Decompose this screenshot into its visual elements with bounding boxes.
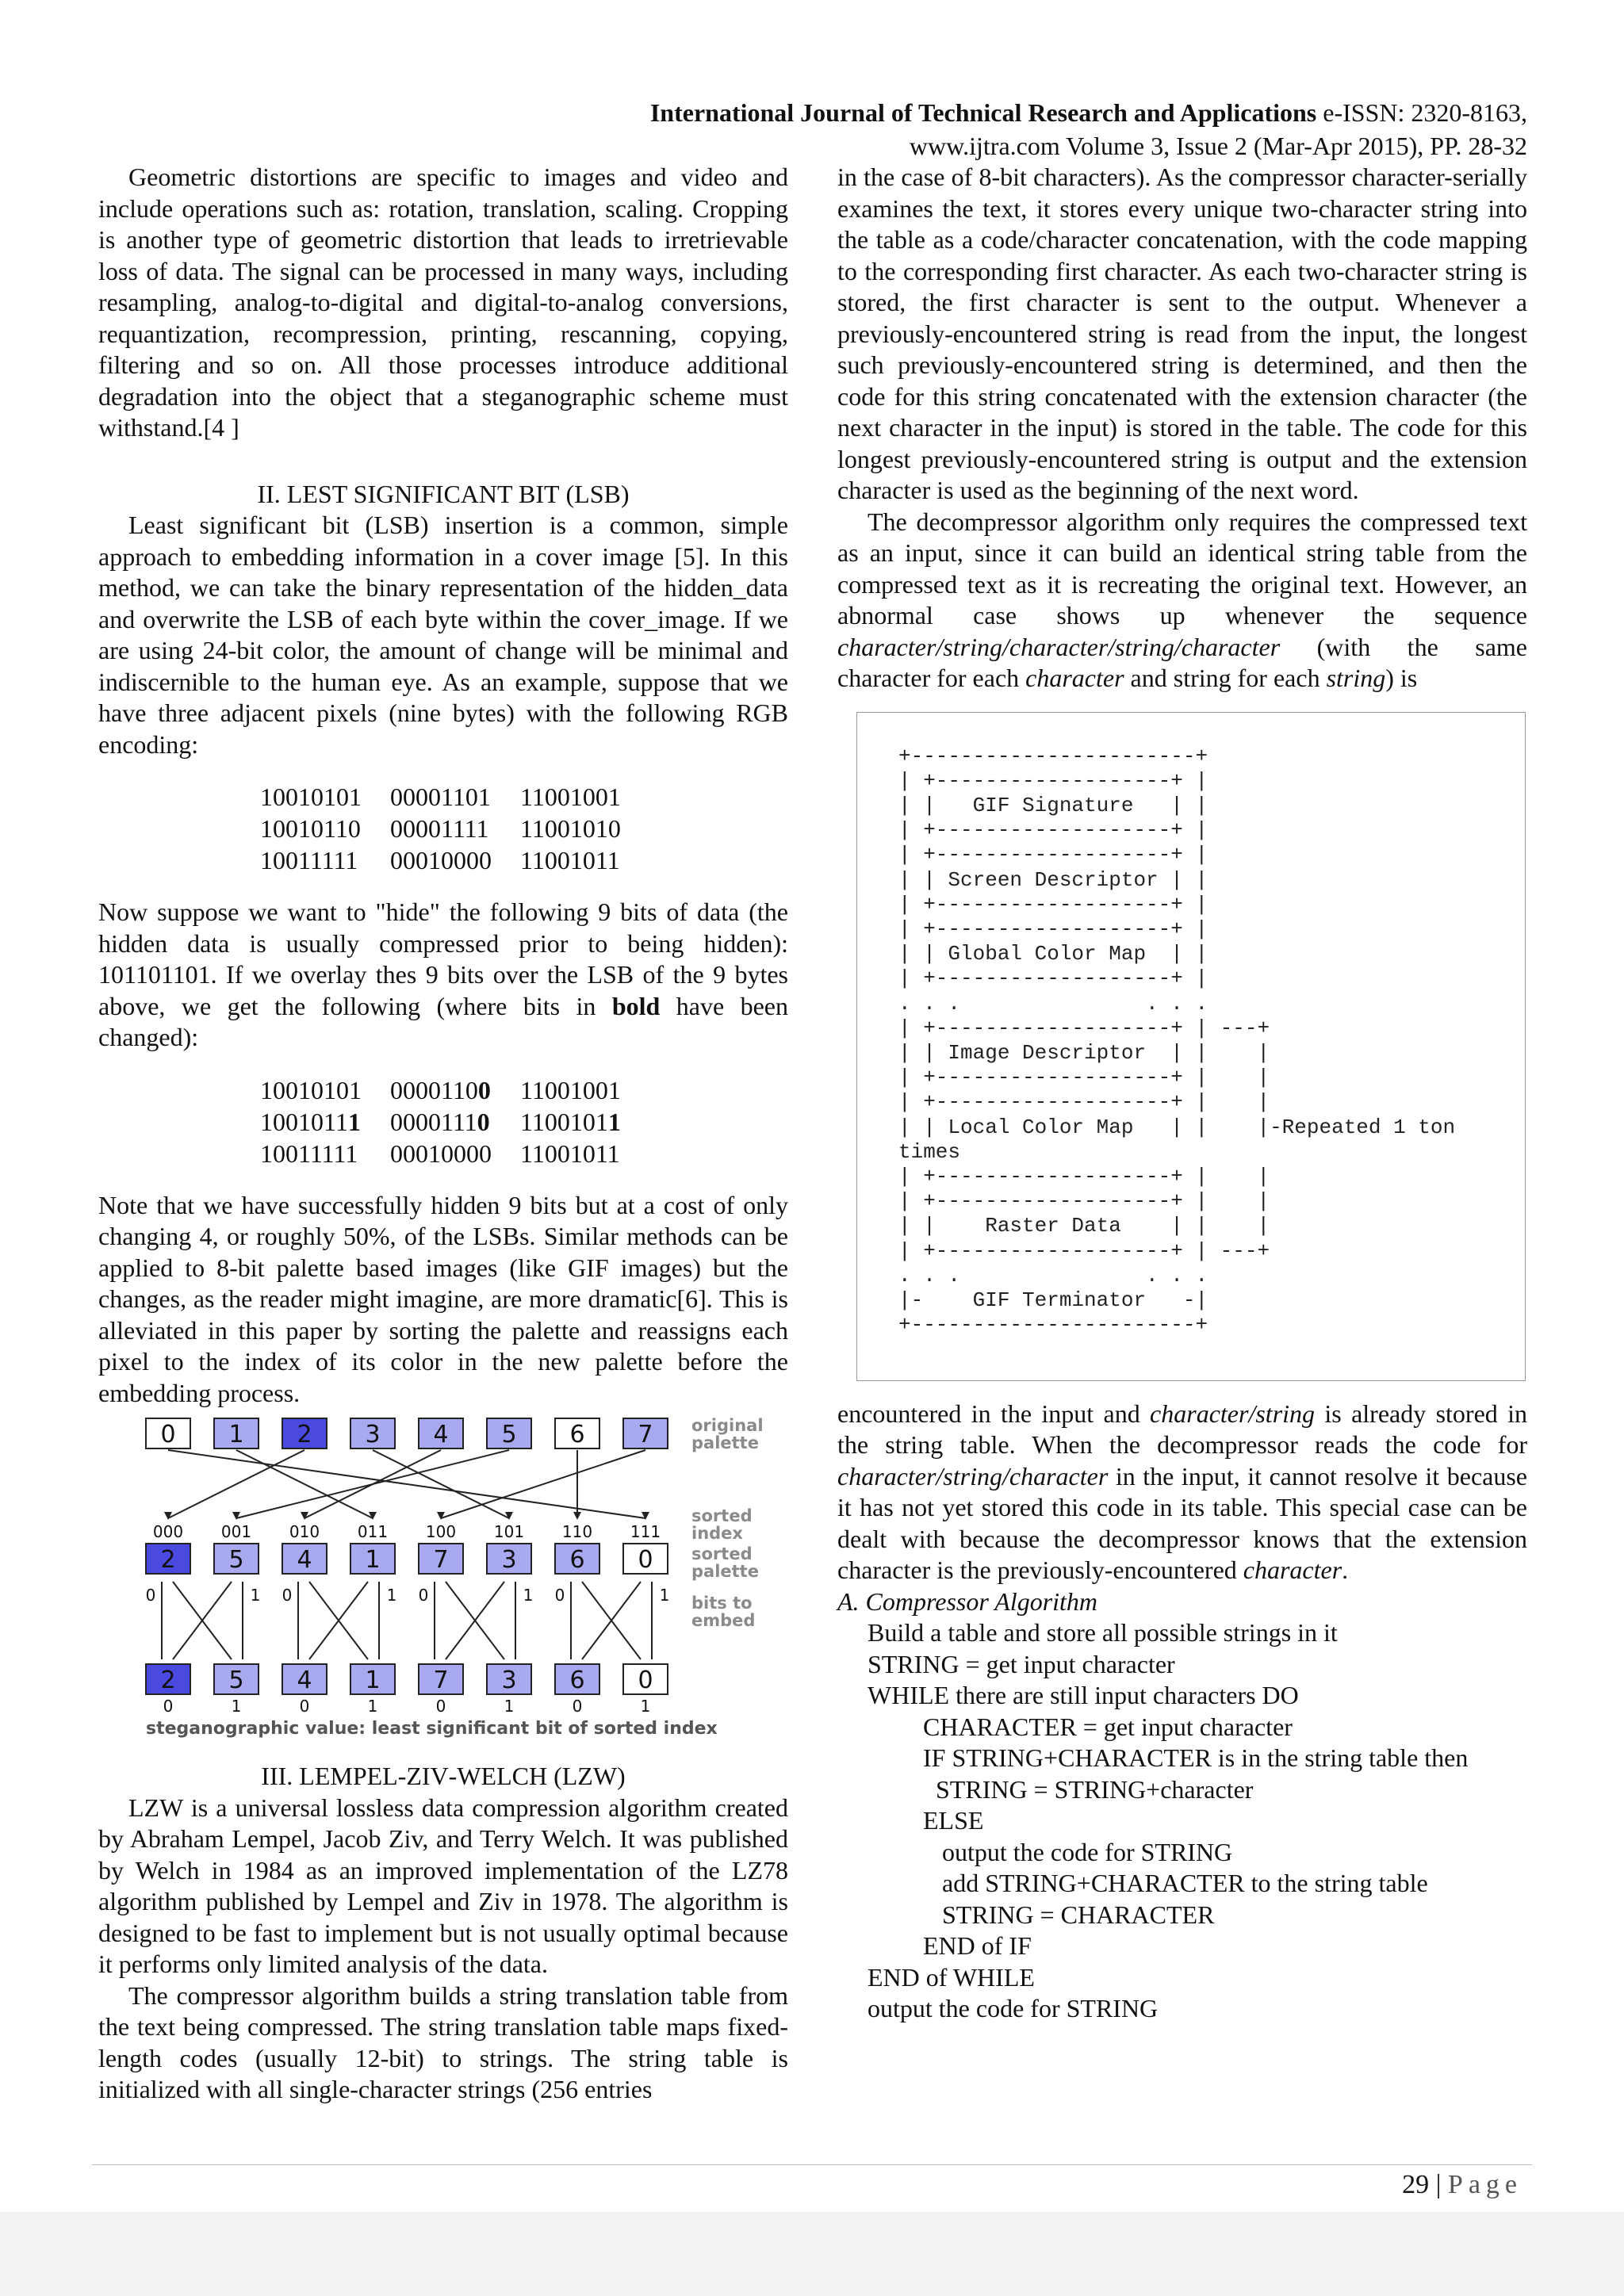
journal-issn: e-ISSN: 2320-8163,	[1323, 98, 1527, 127]
mapping-arrowhead	[573, 1512, 581, 1520]
text-run: is already stored in the string table. When the decompressor reads the code for	[837, 1399, 1527, 1459]
hide-text-b: have been changed):	[98, 991, 789, 1051]
sorted-palette-value: 6	[569, 1546, 585, 1574]
label-index: index	[691, 1524, 743, 1543]
page-word: Page	[1447, 2170, 1522, 2199]
page-footer	[1402, 2169, 1522, 2201]
embed-bit-label: 1	[523, 1586, 534, 1605]
algo-line: Build a table and store all possible strings in it	[868, 1618, 1338, 1647]
steg-bit-label: 1	[367, 1697, 378, 1716]
sec-title-part: EST SIGNIFICANT BIT	[302, 479, 560, 508]
text-run: .	[1342, 1556, 1349, 1584]
sorted-index-label: 100	[425, 1522, 457, 1541]
bit-changed: 1	[607, 1107, 621, 1136]
hide-text-a: Now suppose we want to "hide" the following 9 bits of data (the hidden data is usually compressed prior to being hidden): 101101101. If we overlay thes 9 bits over the LSB of the 9 bytes above, we get the following (where bits in	[98, 897, 788, 1020]
italic-run: character/string/character/string/character	[837, 632, 1281, 661]
bottom-margin	[0, 2212, 1624, 2296]
bit-cell: 00010000	[390, 1138, 492, 1168]
footer-rule	[92, 2164, 1532, 2165]
bits-table-modified	[260, 1074, 788, 1169]
mapping-arrowhead	[437, 1512, 445, 1520]
paragraph-lzw-intro: LZW is a universal lossless data compression algorithm created by Abraham Lempel, Jacob Ziv, and Terry Welch. It was published by Welch in 1984 as an improved implementation of the LZ78 algorithm published by Lempel and Ziv in 1978. The algorithm is designed to be fast to implement but is not usually optimal because it performs only limited analysis of the data.	[98, 1793, 788, 1978]
embed-bit-label: 0	[554, 1586, 565, 1605]
bit-cell	[390, 1106, 520, 1138]
mapping-arrowhead	[232, 1512, 240, 1520]
algo-line: CHARACTER = get input character	[923, 1712, 1293, 1741]
sorted-palette-value: 1	[365, 1546, 381, 1574]
steg-bit-label: 1	[640, 1697, 651, 1716]
label-palette: palette	[691, 1433, 759, 1452]
sorted-index-label: 110	[561, 1522, 593, 1541]
sorted-palette-value: 2	[160, 1546, 176, 1574]
gif-structure-ascii: +-----------------------+ | +-------------------+ | | | GIF Signature | | | +-------------------+ | | +-------------------+ | | | Screen Descriptor | | | +-------------------+ | | +-------------------+ | | | Global Color Map | | | +-------------------+ | . . . . . . | +-------------------+ | ---+ | | Image Descriptor | | | | +-------------------+ | | | +-------------------+ | | | | Local Color Map | | |-Repeated 1 ton times | +-------------------+ | | | +-------------------+ | | | | Raster Data | | | | +-------------------+ | ---+ . . . . . . |- GIF Terminator -| +-----------------------+	[898, 744, 1456, 1337]
italic-run: string	[1326, 664, 1386, 692]
paragraph-encountered	[837, 1399, 1527, 1586]
italic-run: character/string/character	[837, 1461, 1109, 1490]
paragraph-distortions: Geometric distortions are specific to images and video and include operations such as: rotation, translation, scaling. Cropping is another type of geometric distortion that leads to irretrievable loss of data. The signal can be processed in many ways, including resampling, analog-to-digital and digital-to-analog conversions, requantization, recompression, printing, rescanning, copying, filtering and so on. All those processes introduce additional degradation into the object that a steganographic scheme must withstand.[4 ]	[98, 163, 788, 442]
subsection-title: A. Compressor Algorithm	[837, 1586, 1098, 1616]
mapping-arrow	[441, 1450, 645, 1518]
algo-line: STRING = get input character	[868, 1649, 1175, 1678]
paragraph-note: Note that we have successfully hidden 9 bits but at a cost of only changing 4, or roughly 50%, of the LSBs. Similar methods can be applied to 8-bit palette based images (like GIF images) but the changes, as the reader might imagine, are more dramatic[6]. This is alleviated in this paper by sorting the palette and reassigns each pixel to the index of its color in the new palette before the embedding process.	[98, 1190, 788, 1407]
sec-title-part: -W	[448, 1762, 481, 1790]
bit-cell: 10010101	[260, 1075, 362, 1104]
embed-bit-label: 0	[418, 1586, 429, 1605]
left-column	[98, 162, 788, 2106]
algo-line: END of WHILE	[868, 1962, 1035, 1992]
steg-bit-label: 0	[572, 1697, 583, 1716]
embed-bit-label: 1	[250, 1586, 261, 1605]
original-palette-value: 1	[228, 1421, 244, 1448]
text-run: ) is	[1385, 664, 1418, 692]
text-run: encountered in the input and	[837, 1399, 1151, 1428]
journal-header	[650, 97, 1527, 128]
journal-title: International Journal of Technical Research and Applications	[649, 98, 1317, 127]
section-heading-lzw	[98, 1761, 788, 1793]
bit-cell: 00010000	[390, 846, 492, 874]
paragraph-lzw-compressor: The compressor algorithm builds a string translation table from the text being compressed. The string translation table maps fixed-length codes (usually 12-bit) to strings. The string table is initialized with all single-character strings (256 entries	[98, 1980, 788, 2103]
bit-changed: 0	[477, 1075, 491, 1104]
sorted-palette-value: 0	[638, 1546, 653, 1574]
italic-run: character	[1025, 664, 1124, 692]
steg-bit-label: 0	[435, 1697, 446, 1716]
text-run: in the input, it cannot resolve it because it has not yet stored this code in its table. This special case can be dealt with because the decompressor knows that the extension character is the previously-encountered	[837, 1461, 1527, 1584]
sec-num: II. L	[257, 479, 303, 508]
bit-cell: 10011111	[260, 1138, 358, 1168]
result-palette-value: 5	[228, 1667, 244, 1694]
mapping-arrowhead	[369, 1512, 377, 1520]
embed-bit-label: 1	[659, 1586, 670, 1605]
result-palette-value: 4	[297, 1667, 312, 1694]
mapping-arrow	[168, 1450, 645, 1518]
sorted-palette-value: 7	[433, 1546, 449, 1574]
bit-cell	[260, 1106, 390, 1138]
right-column	[837, 162, 1527, 2025]
sorted-index-label: 001	[220, 1522, 252, 1541]
steg-bit-label: 1	[504, 1697, 515, 1716]
sorted-index-label: 000	[152, 1522, 184, 1541]
embed-bit-label: 0	[282, 1586, 293, 1605]
result-palette-value: 1	[365, 1667, 381, 1694]
steg-bit-label: 0	[163, 1697, 174, 1716]
algo-line: IF STRING+CHARACTER is in the string table then	[923, 1743, 1469, 1772]
bit-changed: 0	[477, 1107, 490, 1136]
sorted-index-label: 111	[630, 1522, 661, 1541]
algo-line: WHILE there are still input characters DO	[868, 1681, 1299, 1709]
steg-bit-label: 0	[299, 1697, 310, 1716]
bit-cell: 00001111	[390, 814, 489, 843]
algo-line: add STRING+CHARACTER to the string table	[942, 1869, 1428, 1897]
mapping-arrowhead	[505, 1512, 513, 1520]
sorted-palette-value: 5	[228, 1546, 244, 1574]
algo-line: output the code for STRING	[942, 1837, 1233, 1866]
original-palette-value: 5	[501, 1421, 517, 1448]
sorted-palette-value: 4	[297, 1546, 312, 1574]
original-palette-value: 6	[569, 1421, 585, 1448]
bit-part: 0000111	[390, 1107, 477, 1136]
bit-cell: 10011111	[260, 846, 358, 874]
footer-separator: |	[1429, 2170, 1448, 2199]
bit-cell: 10010101	[260, 783, 362, 811]
algo-line: END of IF	[923, 1931, 1032, 1960]
label-embed: embed	[691, 1611, 756, 1630]
palette-sorting-figure	[136, 1414, 787, 1747]
sorted-index-label: 101	[493, 1522, 525, 1541]
page-number: 29	[1402, 2170, 1430, 2199]
original-palette-value: 3	[365, 1421, 381, 1448]
section-heading-lsb	[98, 479, 788, 511]
sec-abbr: LSB	[574, 479, 621, 508]
bit-cell: 11001011	[520, 1138, 620, 1168]
bit-part: 1001011	[260, 1107, 348, 1136]
original-palette-value: 7	[638, 1421, 653, 1448]
paragraph-decompressor	[837, 507, 1527, 695]
bit-cell: 11001010	[520, 814, 621, 843]
sorted-index-label: 010	[289, 1522, 320, 1541]
result-palette-value: 6	[569, 1667, 585, 1694]
paragraph-hide	[98, 897, 788, 1054]
sorted-index-label: 011	[357, 1522, 389, 1541]
label-palette: palette	[691, 1562, 759, 1581]
bit-part: 1100101	[520, 1107, 608, 1136]
sorted-palette-value: 3	[501, 1546, 517, 1574]
bit-cell: 10010110	[260, 814, 361, 843]
sec-num: III. L	[261, 1762, 315, 1790]
result-palette-value: 2	[160, 1667, 176, 1694]
compressor-algorithm	[837, 1617, 1527, 2025]
original-palette-value: 4	[433, 1421, 449, 1448]
label-sorted: sorted	[691, 1544, 753, 1563]
hide-bold-word: bold	[611, 991, 661, 1020]
result-palette-value: 3	[501, 1667, 517, 1694]
algo-line: STRING = STRING+character	[936, 1774, 1254, 1804]
bit-cell	[390, 1074, 520, 1106]
text-run: (with the same character for each	[837, 632, 1527, 692]
bit-cell	[520, 1108, 621, 1136]
mapping-arrow	[236, 1450, 509, 1518]
sec-title-part: ELCH	[481, 1762, 548, 1790]
embed-bit-label: 0	[145, 1586, 156, 1605]
sec-paren: (	[559, 479, 575, 508]
original-palette-value: 0	[160, 1421, 176, 1448]
original-palette-value: 2	[297, 1421, 312, 1448]
italic-run: character	[1243, 1556, 1342, 1584]
label-sorted: sorted	[691, 1506, 753, 1525]
bit-cell: 11001001	[520, 783, 621, 811]
bits-table-original	[260, 781, 788, 876]
text-run: and string for each	[1124, 664, 1327, 692]
bit-cell: 11001001	[520, 1075, 621, 1104]
gif-structure-figure	[856, 712, 1526, 1381]
journal-issue-line: www.ijtra.com Volume 3, Issue 2 (Mar-Apr 2015), PP. 28-32	[909, 132, 1527, 160]
paragraph-continued: in the case of 8-bit characters). As the compressor character-serially examines the text, it stores every unique two-character string into the table as a code/character concatenation, with the code mapping to the corresponding first character. As each two-character string is stored, the first character is sent to the output. Whenever a previously-encountered string is read from the input, the longest such previously-encountered string is determined, and then the code for this string concatenated with the extension character (the next character in the input) is stored in the table. The code for this longest previously-encountered string is output and the extension character is used as the beginning of the next word.	[837, 163, 1527, 504]
bit-changed: 1	[347, 1107, 361, 1136]
sec-abbr: (LZW)	[547, 1762, 626, 1790]
italic-run: character/string	[1150, 1399, 1316, 1428]
sec-title-part: IV	[421, 1762, 449, 1790]
mapping-arrowhead	[164, 1512, 172, 1520]
result-palette-value: 7	[433, 1667, 449, 1694]
bit-cell: 11001011	[520, 846, 620, 874]
sec-title-part: EMPEL	[314, 1762, 398, 1790]
sec-paren-close: )	[620, 479, 630, 508]
figure-caption: steganographic value: least significant bit of sorted index	[146, 1719, 718, 1739]
bit-part: 0000110	[390, 1075, 478, 1104]
label-bits-to: bits to	[691, 1594, 753, 1613]
steg-bit-label: 1	[231, 1697, 242, 1716]
mapping-arrow	[236, 1450, 373, 1518]
result-palette-value: 0	[638, 1667, 653, 1694]
sec-title-part: -Z	[397, 1762, 422, 1790]
text-run: The decompressor algorithm only requires the compressed text as an input, since it can build an identical string table from the compressed text as it is recreating the original text. However, an abnormal case shows up whenever the sequence	[837, 507, 1527, 629]
paragraph-lsb: Least significant bit (LSB) insertion is a common, simple approach to embedding information in a cover image [5]. In this method, we can take the binary representation of the hidden_data and overwrite the LSB of each byte within the cover_image. If we are using 24-bit color, the amount of change will be minimal and indiscernible to the human eye. As an example, suppose that we have three adjacent pixels (nine bytes) with the following RGB encoding:	[98, 511, 788, 759]
bit-cell: 00001101	[390, 783, 491, 811]
mapping-arrowhead	[301, 1512, 308, 1520]
algo-line: output the code for STRING	[868, 1994, 1159, 2022]
algo-line: ELSE	[923, 1806, 984, 1835]
embed-bit-label: 1	[386, 1586, 397, 1605]
subsection-heading-compressor	[837, 1586, 1527, 1618]
mapping-arrow	[373, 1450, 509, 1518]
algo-line: STRING = CHARACTER	[942, 1900, 1215, 1929]
label-original: original	[691, 1416, 764, 1435]
